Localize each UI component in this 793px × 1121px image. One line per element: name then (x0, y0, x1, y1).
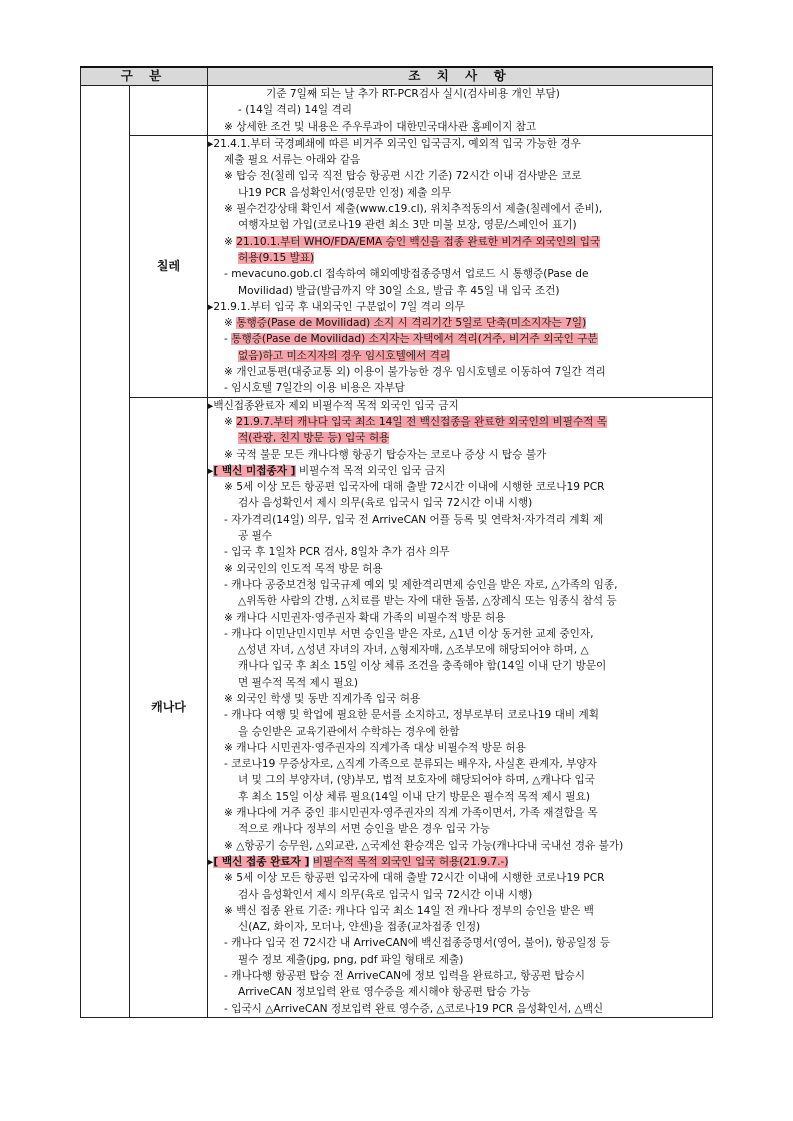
line-text: ArriveCAN 정보입력 완료 영수증을 제시해야 항공편 탑승 가능 (238, 986, 531, 999)
line-text: ▸백신접종완료자 제외 비필수적 목적 외국인 입국 금지 (208, 399, 459, 412)
line-text: ▸ (208, 855, 214, 868)
text-line (208, 903, 712, 919)
line-text: ※ 국적 불문 모든 캐나다행 항공기 탑승자는 코로나 증상 시 탑승 불가 (224, 448, 547, 461)
highlighted-text: 적(관광, 친지 방문 등) 입국 허용 (238, 432, 390, 445)
text-line (208, 315, 712, 331)
line-text: ※ 필수건강상태 확인서 제출(www.c19.cl), 위치추적동의서 제출(칠레에서 준비), (224, 203, 603, 216)
line-text: ※ 5세 이상 모든 항공편 입국자에 대해 출발 72시간 이내에 시행한 코로나19 PCR (224, 481, 605, 494)
text-line (208, 854, 712, 870)
text-line (208, 331, 712, 347)
line-text: ※ (224, 415, 237, 428)
line-text: ※ (224, 235, 237, 248)
line-text: △위독한 사람의 간병, △치료를 받는 자에 대한 돌봄, △장례식 또는 임종식 참석 등 (238, 595, 617, 608)
line-text: 여행자보험 가입(코로나19 관련 최소 3만 미불 보장, 영문/스페인어 표기) (238, 219, 577, 232)
line-text: ※ 외국인 학생 및 동반 직계가족 입국 허용 (224, 692, 421, 705)
line-text: 제출 필요 서류는 아래와 같음 (224, 154, 361, 167)
text-line (208, 821, 712, 837)
text-line (208, 152, 712, 168)
text-line (208, 463, 712, 479)
text-line (208, 805, 712, 821)
text-line (208, 724, 712, 740)
text-line (208, 299, 712, 315)
text-line (208, 201, 712, 217)
text-line (208, 952, 712, 968)
text-line (208, 398, 712, 414)
line-text: - 입국시 △ArriveCAN 정보입력 완료 영수증, △코로나19 PCR 음성확인서, △백신 (224, 1002, 604, 1015)
line-text: 적으로 캐나다 정부의 서면 승인을 받은 경우 입국 가능 (238, 823, 491, 836)
text-line (208, 968, 712, 984)
text-line (208, 593, 712, 609)
text-line (208, 870, 712, 886)
text-line (208, 984, 712, 1000)
line-text: ※ (224, 317, 237, 330)
line-text: - 자가격리(14일) 의무, 입국 전 ArriveCAN 어플 등록 및 연락처·자가격리 계획 제 (224, 513, 604, 526)
line-text: 검사 음성확인서 제시 의무(육로 입국시 입국 72시간 이내 시행) (238, 888, 533, 901)
text-line (208, 348, 712, 364)
highlighted-text: 21.10.1.부터 WHO/FDA/EMA 승인 백신을 접종 완료한 비거주 외국인의 입국 (236, 235, 601, 248)
line-text: - 캐나다 입국 전 72시간 내 ArriveCAN에 백신접종증명서(영어, 불어), 항공일정 등 (224, 937, 611, 950)
line-text: ▸ (208, 464, 214, 477)
line-text: ※ 캐나다 시민권자·영주권자의 직계가족 대상 비필수적 방문 허용 (224, 741, 526, 754)
text-line (208, 430, 712, 446)
text-line (208, 495, 712, 511)
text-line (208, 119, 712, 135)
text-line (208, 887, 712, 903)
row-canada (81, 397, 713, 1017)
highlighted-text: 허용(9.15 발표) (238, 251, 315, 264)
text-line (208, 185, 712, 201)
header-category: 구 분 (81, 67, 208, 86)
text-line (208, 691, 712, 707)
line-text: ※ 캐나다 시민권자·영주권자 확대 가족의 비필수적 방문 허용 (224, 611, 506, 624)
text-line (208, 772, 712, 788)
region-cell (81, 86, 130, 1018)
text-line (208, 380, 712, 396)
line-text: △성년 자녀, △성년 자녀의 자녀, △형제자매, △조부모에 해당되어야 하며, △ (238, 644, 589, 657)
line-text: - 캐나다 공중보건청 입국규제 예외 및 제한격리면제 승인을 받은 자로, △가족의 임종, (224, 578, 618, 591)
row-continuation (81, 86, 713, 136)
text-line (208, 136, 712, 152)
text-line (208, 610, 712, 626)
text-line (208, 544, 712, 560)
text-line (208, 86, 712, 102)
line-text: ▸21.9.1.부터 입국 후 내외국인 구분없이 7일 격리 의무 (208, 300, 465, 313)
line-text: ※ 5세 이상 모든 항공편 입국자에 대해 출발 72시간 이내에 시행한 코로나19 PCR (224, 872, 605, 885)
line-text: Movilidad) 발급(발급까지 약 30일 소요, 발급 후 45일 내 입국 조건) (238, 284, 560, 297)
text-line (208, 658, 712, 674)
text-line (208, 642, 712, 658)
text-line (208, 250, 712, 266)
header-measures: 조 치 사 항 (208, 67, 713, 86)
line-text: 나19 PCR 음성확인서(영문만 인정) 제출 의무 (238, 186, 452, 199)
text-line (208, 479, 712, 495)
text-line (208, 414, 712, 430)
line-text: 신(AZ, 화이자, 모더나, 얀센)을 접종(교차접종 인정) (238, 921, 481, 934)
line-text: ※ 캐나다에 거주 중인 非시민권자·영주권자의 직계 가족이면서, 가족 재결합을 목 (224, 807, 598, 820)
line-text: - 캐나다 이민난민시민부 서면 승인을 받은 자로, △1년 이상 동거한 교제 중인자, (224, 627, 594, 640)
highlighted-text: 21.9.7.부터 캐나다 입국 최소 14일 전 백신접종을 완료한 외국인의 비필수적 목 (236, 415, 608, 428)
text-line (208, 168, 712, 184)
table-header-row (81, 67, 713, 86)
text-line (208, 447, 712, 463)
text-line (208, 577, 712, 593)
text-line (208, 935, 712, 951)
line-text: - 임시호텔 7일간의 이용 비용은 자부담 (224, 382, 405, 395)
line-text: - 캐나다 여행 및 학업에 필요한 문서를 소지하고, 정부로부터 코로나19 대비 계획 (224, 709, 599, 722)
line-text: ※ 개인교통편(대중교통 외) 이용이 불가능한 경우 임시호텔로 이동하여 7일간 격리 (224, 366, 606, 379)
country-cell-continued (130, 86, 208, 136)
highlighted-label: [ 백신 미접종자 ] (213, 464, 296, 477)
line-text: ※ 백신 접종 완료 기준: 캐나다 입국 최소 14일 전 캐나다 정부의 승인을 받은 백 (224, 904, 594, 917)
highlighted-text: 비필수적 목적 외국인 입국 허용(21.9.7.-) (312, 855, 509, 868)
line-text: - (224, 333, 232, 346)
line-text: 검사 음성확인서 제시 의무(육로 입국시 입국 72시간 이내 시행) (238, 497, 533, 510)
line-text: ※ 상세한 조건 및 내용은 주우루과이 대한민국대사관 홈페이지 참고 (224, 120, 537, 133)
line-text: 비필수적 목적 외국인 입국 금지 (295, 464, 446, 477)
text-line (208, 740, 712, 756)
highlighted-text: 통행증(Pase de Movilidad) 소지자는 자택에서 격리(거주, 비거주 외국인 구분 (231, 333, 598, 346)
text-line (208, 283, 712, 299)
line-text: 후 최소 15일 이상 체류 필요(14일 이내 단기 방문은 필수적 목적 제시 필요) (238, 790, 590, 803)
text-line (208, 217, 712, 233)
line-text: 녀 및 그의 부양자녀, (양)부모, 법적 보호자에 해당되어야 하며, △캐나다 입국 (238, 774, 595, 787)
text-line (208, 102, 712, 118)
line-text: ※ △항공기 승무원, △외교관, △국제선 환승객은 입국 가능(캐나다내 국내선 경유 불가) (224, 839, 624, 852)
line-text: ※ 탑승 전(칠레 입국 직전 탑승 항공편 시간 기준) 72시간 이내 검사받은 코로 (224, 170, 582, 183)
text-line (208, 919, 712, 935)
measures-canada (208, 397, 713, 1017)
text-line (208, 707, 712, 723)
row-chile (81, 135, 713, 397)
line-text: 면 필수적 목적 제시 필요) (238, 676, 358, 689)
highlighted-text: 없음)하고 미소지자의 경우 임시호텔에서 격리 (238, 349, 451, 362)
measures-table (80, 66, 713, 1018)
text-line (208, 528, 712, 544)
line-text: - 입국 후 1일차 PCR 검사, 8일차 추가 검사 의무 (224, 546, 450, 559)
text-line (208, 234, 712, 250)
text-line (208, 1001, 712, 1017)
highlighted-label: [ 백신 접종 완료자 ] (213, 855, 310, 868)
line-text: - 코로나19 무증상자로, △직계 가족으로 분류되는 배우자, 사실혼 관계자, 부양자 (224, 758, 597, 771)
highlighted-text: 통행증(Pase de Movilidad) 소지 시 격리기간 5일로 단축(미소지자는 7일) (236, 317, 587, 330)
line-text: ※ 외국인의 인도적 목적 방문 허용 (224, 562, 383, 575)
line-text: - (14일 격리) 14일 격리 (238, 104, 352, 117)
line-text: 공 필수 (238, 530, 273, 543)
text-line (208, 756, 712, 772)
text-line (208, 838, 712, 854)
line-text: 캐나다 입국 후 최소 15일 이상 체류 조건을 충족해야 함(14일 이내 단기 방문이 (238, 660, 607, 673)
country-canada: 캐나다 (130, 397, 208, 1017)
text-line (208, 626, 712, 642)
line-text: 을 승인받은 교육기관에서 수학하는 경우에 한함 (238, 725, 460, 738)
text-line (208, 512, 712, 528)
line-text: - 캐나다행 항공편 탑승 전 ArriveCAN에 정보 입력을 완료하고, 항공편 탑승시 (224, 970, 586, 983)
line-text: 필수 정보 제출(jpg, png, pdf 파일 형태로 제출) (238, 953, 464, 966)
measures-continued (208, 86, 713, 136)
text-line (208, 789, 712, 805)
line-text: ▸21.4.1.부터 국경폐쇄에 따른 비거주 외국인 입국금지, 예외적 입국 가능한 경우 (208, 137, 581, 150)
country-chile: 칠레 (130, 135, 208, 397)
line-text: - mevacuno.gob.cl 접속하여 해외예방접종증명서 업로드 시 통행증(Pase de (224, 268, 589, 281)
text-line (208, 675, 712, 691)
text-line (208, 266, 712, 282)
line-text: 기준 7일째 되는 날 추가 RT-PCR검사 실시(검사비용 개인 부담) (266, 88, 560, 100)
text-line (208, 561, 712, 577)
measures-chile (208, 135, 713, 397)
text-line (208, 364, 712, 380)
